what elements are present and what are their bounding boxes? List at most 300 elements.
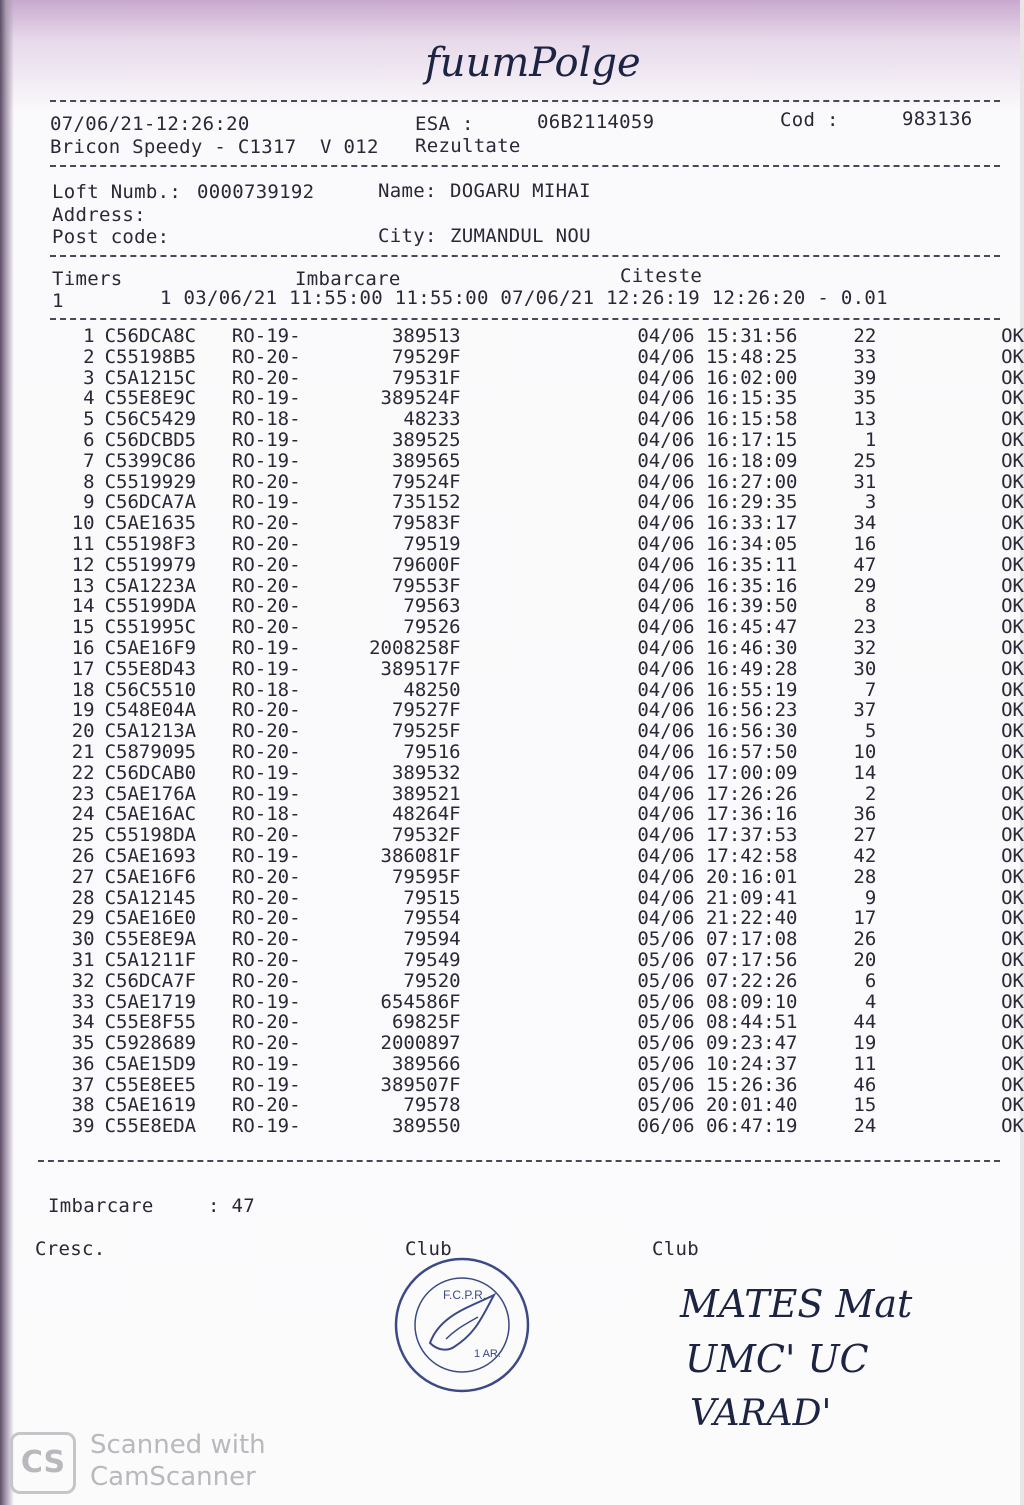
status-text: OK: [1001, 782, 1024, 805]
position-number: 16: [853, 532, 877, 555]
arrival-time: 04/06 16:18:09: [637, 449, 798, 472]
name-label: Name:: [378, 180, 437, 202]
ring-number: 79516: [403, 740, 461, 763]
row-number: 11: [71, 532, 95, 555]
ring-prefix: RO-20-: [231, 553, 301, 576]
table-row: [50, 368, 1024, 389]
spacer-cell: [461, 596, 638, 617]
table-row: [50, 617, 1024, 638]
arrival-time: 04/06 15:48:25: [637, 345, 798, 368]
ring-prefix: RO-19-: [231, 325, 301, 347]
ring-prefix: RO-20-: [231, 740, 301, 763]
ring-code: C55E8E9C: [104, 387, 197, 410]
loft-label: Loft Numb.:: [52, 181, 182, 203]
ring-code: C5AE16F9: [104, 636, 197, 659]
position-number: 31: [853, 470, 877, 493]
table-row: [50, 1116, 1024, 1137]
status-text: OK: [1001, 803, 1024, 826]
table-row: [50, 721, 1024, 742]
arrival-time: 04/06 16:56:23: [637, 699, 798, 722]
ring-number: 389565: [391, 449, 461, 472]
status-text: OK: [1001, 595, 1024, 618]
arrival-time: 04/06 17:00:09: [637, 761, 798, 784]
position-number: 24: [853, 1115, 877, 1138]
spacer-cell: [461, 451, 638, 472]
row-number: 13: [71, 574, 95, 597]
address-label: Address:: [52, 204, 146, 226]
ring-code: C5AE1635: [104, 512, 197, 535]
arrival-time: 04/06 16:15:58: [637, 408, 798, 431]
status-text: OK: [1001, 969, 1024, 992]
table-row: [50, 950, 1024, 971]
table-row: [50, 867, 1024, 888]
status-text: OK: [1001, 657, 1024, 680]
ring-code: C5928689: [104, 1032, 197, 1055]
ring-number: 79524F: [391, 470, 461, 493]
position-number: 32: [853, 636, 877, 659]
row-number: 33: [71, 990, 95, 1013]
position-number: 5: [864, 720, 877, 743]
ring-code: C5AE16E0: [104, 907, 197, 930]
row-number: 6: [83, 428, 95, 451]
ring-number: 389532: [391, 761, 461, 784]
arrival-time: 04/06 16:46:30: [637, 636, 798, 659]
table-row: [50, 825, 1024, 846]
ring-code: C55E8EE5: [104, 1073, 197, 1096]
row-number: 25: [71, 824, 95, 847]
ring-code: C56C5429: [104, 408, 197, 431]
ring-number: 79553F: [391, 574, 461, 597]
spacer-cell: [461, 1033, 638, 1054]
table-row: [50, 638, 1024, 659]
row-number: 29: [71, 907, 95, 930]
status-text: OK: [1001, 1052, 1024, 1075]
spacer-cell: [461, 680, 638, 701]
arrival-time: 04/06 16:39:50: [637, 595, 798, 618]
table-row: [50, 1054, 1024, 1075]
spacer-cell: [461, 1075, 638, 1096]
ring-prefix: RO-20-: [231, 1011, 301, 1034]
ring-code: C5AE15D9: [104, 1052, 197, 1075]
table-row: [50, 742, 1024, 763]
spacer-cell: [461, 659, 638, 680]
status-text: OK: [1001, 616, 1024, 639]
row-number: 14: [71, 595, 95, 618]
ring-code: C5399C86: [104, 449, 197, 472]
position-number: 46: [853, 1073, 877, 1096]
ring-code: C55E8D43: [104, 657, 197, 680]
row-number: 18: [71, 678, 95, 701]
spacer-cell: [461, 1095, 638, 1116]
ring-number: 389513: [391, 325, 461, 347]
handwritten-note-line3: VARAD': [690, 1393, 832, 1434]
spacer-cell: [461, 888, 638, 909]
position-number: 34: [853, 512, 877, 535]
position-number: 13: [853, 408, 877, 431]
ring-number: 735152: [391, 491, 461, 514]
table-row: [50, 659, 1024, 680]
city-label: City:: [378, 225, 437, 247]
divider: [50, 318, 1000, 320]
ring-prefix: RO-19-: [231, 990, 301, 1013]
position-number: 36: [853, 803, 877, 826]
status-text: OK: [1001, 844, 1024, 867]
ring-prefix: RO-19-: [231, 761, 301, 784]
arrival-time: 04/06 17:37:53: [637, 824, 798, 847]
ring-number: 386081F: [380, 844, 461, 867]
row-number: 9: [83, 491, 95, 514]
row-number: 31: [71, 948, 95, 971]
spacer-cell: [461, 472, 638, 493]
row-number: 26: [71, 844, 95, 867]
position-number: 6: [864, 969, 877, 992]
status-text: OK: [1001, 470, 1024, 493]
status-text: OK: [1001, 720, 1024, 743]
ring-prefix: RO-20-: [231, 574, 301, 597]
position-number: 26: [853, 928, 877, 951]
ring-prefix: RO-20-: [231, 532, 301, 555]
ring-number: 2008258F: [369, 636, 461, 659]
table-row: [50, 534, 1024, 555]
position-number: 47: [853, 553, 877, 576]
position-number: 8: [864, 595, 877, 618]
ring-prefix: RO-20-: [231, 886, 301, 909]
ring-code: C56DCA7A: [104, 491, 197, 514]
row-number: 30: [71, 928, 95, 951]
table-row: [50, 700, 1024, 721]
ring-prefix: RO-18-: [231, 678, 301, 701]
position-number: 42: [853, 844, 877, 867]
status-text: OK: [1001, 1011, 1024, 1034]
ring-number: 79532F: [391, 824, 461, 847]
row-number: 36: [71, 1052, 95, 1075]
status-text: OK: [1001, 907, 1024, 930]
ring-code: C5879095: [104, 740, 197, 763]
ring-number: 389525: [391, 428, 461, 451]
ring-number: 79563: [403, 595, 461, 618]
divider: [50, 100, 1000, 102]
status-text: OK: [1001, 865, 1024, 888]
spacer-cell: [461, 513, 638, 534]
table-row: [50, 888, 1024, 909]
table-row: [50, 908, 1024, 929]
table-row: [50, 763, 1024, 784]
ring-prefix: RO-19-: [231, 636, 301, 659]
ring-code: C5AE1693: [104, 844, 197, 867]
row-number: 38: [71, 1094, 95, 1117]
arrival-time: 04/06 16:33:17: [637, 512, 798, 535]
status-text: OK: [1001, 574, 1024, 597]
spacer-cell: [461, 409, 638, 430]
watermark-line1: Scanned with: [90, 1430, 266, 1460]
ring-code: C5519979: [104, 553, 197, 576]
arrival-time: 04/06 16:35:11: [637, 553, 798, 576]
ring-prefix: RO-20-: [231, 512, 301, 535]
ring-number: 79583F: [391, 512, 461, 535]
position-number: 1: [864, 428, 877, 451]
handwritten-note-line2: UMC' UC: [685, 1337, 869, 1381]
club-seal-stamp: [390, 1255, 535, 1395]
status-text: OK: [1001, 699, 1024, 722]
arrival-time: 04/06 16:02:00: [637, 366, 798, 389]
ring-number: 79515: [403, 886, 461, 909]
ring-code: C56C5510: [104, 678, 197, 701]
table-row: [50, 1075, 1024, 1096]
status-text: OK: [1001, 366, 1024, 389]
handwritten-note-line1: MATES Mat: [680, 1282, 913, 1326]
position-number: 10: [853, 740, 877, 763]
status-text: OK: [1001, 449, 1024, 472]
ring-code: C55198B5: [104, 345, 197, 368]
status-text: OK: [1001, 532, 1024, 555]
status-text: OK: [1001, 824, 1024, 847]
row-number: 5: [83, 408, 95, 431]
ring-prefix: RO-20-: [231, 720, 301, 743]
divider: [50, 165, 1000, 167]
cresc-label: Cresc.: [35, 1238, 106, 1260]
timers-label: Timers: [52, 268, 123, 290]
spacer-cell: [461, 388, 638, 409]
postcode-label: Post code:: [52, 226, 170, 248]
spacer-cell: [461, 742, 638, 763]
spacer-cell: [461, 1012, 638, 1033]
arrival-time: 05/06 07:17:56: [637, 948, 798, 971]
table-row: [50, 451, 1024, 472]
ring-number: 389566: [391, 1052, 461, 1075]
ring-prefix: RO-20-: [231, 824, 301, 847]
ring-code: C5A1215C: [104, 366, 197, 389]
row-number: 35: [71, 1032, 95, 1055]
row-number: 27: [71, 865, 95, 888]
row-number: 37: [71, 1073, 95, 1096]
spacer-cell: [461, 825, 638, 846]
citeste-label: Citeste: [620, 265, 703, 287]
club-label-1: Club: [405, 1238, 452, 1260]
table-row: [50, 971, 1024, 992]
arrival-time: 05/06 08:09:10: [637, 990, 798, 1013]
spacer-cell: [461, 368, 638, 389]
row-number: 17: [71, 657, 95, 680]
table-row: [50, 784, 1024, 805]
spacer-cell: [461, 430, 638, 451]
imbarcare-footer-label: Imbarcare: [48, 1195, 154, 1217]
ring-number: 79525F: [391, 720, 461, 743]
ring-code: C5A1223A: [104, 574, 197, 597]
table-row: [50, 576, 1024, 597]
position-number: 30: [853, 657, 877, 680]
arrival-time: 04/06 21:22:40: [637, 907, 798, 930]
cod-label: Cod :: [780, 109, 839, 131]
arrival-time: 04/06 17:26:26: [637, 782, 798, 805]
row-number: 15: [71, 616, 95, 639]
status-text: OK: [1001, 1115, 1024, 1138]
ring-prefix: RO-19-: [231, 1052, 301, 1075]
ring-number: 69825F: [391, 1011, 461, 1034]
arrival-time: 05/06 09:23:47: [637, 1032, 798, 1055]
row-number: 8: [83, 470, 95, 493]
ring-code: C56DCBD5: [104, 428, 197, 451]
ring-code: C5AE176A: [104, 782, 197, 805]
timer-line: 1 03/06/21 11:55:00 11:55:00 07/06/21 12:26:19 12:26:20 - 0.01: [160, 287, 888, 309]
ring-prefix: RO-20-: [231, 865, 301, 888]
ring-prefix: RO-19-: [231, 1115, 301, 1138]
status-text: OK: [1001, 325, 1024, 347]
spacer-cell: [461, 617, 638, 638]
stamp-side-text: 1 AR.: [474, 1348, 501, 1360]
spacer-cell: [461, 492, 638, 513]
ring-prefix: RO-19-: [231, 428, 301, 451]
row-number: 28: [71, 886, 95, 909]
row-number: 4: [83, 387, 95, 410]
status-text: OK: [1001, 761, 1024, 784]
arrival-time: 04/06 16:45:47: [637, 616, 798, 639]
ring-code: C56DCAB0: [104, 761, 197, 784]
arrival-time: 05/06 10:24:37: [637, 1052, 798, 1075]
position-number: 17: [853, 907, 877, 930]
status-text: OK: [1001, 678, 1024, 701]
status-text: OK: [1001, 636, 1024, 659]
arrival-time: 04/06 21:09:41: [637, 886, 798, 909]
spacer-cell: [461, 721, 638, 742]
spacer-cell: [461, 638, 638, 659]
ring-prefix: RO-20-: [231, 699, 301, 722]
ring-number: 389521: [391, 782, 461, 805]
row-number: 10: [71, 512, 95, 535]
table-row: [50, 388, 1024, 409]
position-number: 3: [864, 491, 877, 514]
ring-number: 48264F: [391, 803, 461, 826]
document-type: Rezultate: [415, 135, 521, 157]
row-number: 1: [83, 325, 95, 347]
ring-number: 79526: [403, 616, 461, 639]
status-text: OK: [1001, 1094, 1024, 1117]
ring-code: C5AE1619: [104, 1094, 197, 1117]
ring-code: C5A1211F: [104, 948, 197, 971]
ring-code: C5519929: [104, 470, 197, 493]
table-row: [50, 1095, 1024, 1116]
ring-number: 654586F: [380, 990, 461, 1013]
status-text: OK: [1001, 408, 1024, 431]
name-value: DOGARU MIHAI: [450, 180, 591, 202]
print-datetime: 07/06/21-12:26:20: [50, 113, 250, 135]
ring-code: C55E8F55: [104, 1011, 197, 1034]
table-row: [50, 492, 1024, 513]
ring-number: 79554: [403, 907, 461, 930]
arrival-time: 04/06 16:55:19: [637, 678, 798, 701]
arrival-time: 05/06 08:44:51: [637, 1011, 798, 1034]
ring-code: C5AE1719: [104, 990, 197, 1013]
row-number: 12: [71, 553, 95, 576]
ring-number: 79594: [403, 928, 461, 951]
spacer-cell: [461, 867, 638, 888]
status-text: OK: [1001, 1073, 1024, 1096]
status-text: OK: [1001, 948, 1024, 971]
spacer-cell: [461, 555, 638, 576]
divider: [50, 255, 1000, 257]
position-number: 25: [853, 449, 877, 472]
ring-prefix: RO-20-: [231, 928, 301, 951]
row-number: 19: [71, 699, 95, 722]
row-number: 20: [71, 720, 95, 743]
ring-prefix: RO-19-: [231, 491, 301, 514]
spacer-cell: [461, 534, 638, 555]
position-number: 39: [853, 366, 877, 389]
ring-number: 389524F: [380, 387, 461, 410]
ring-prefix: RO-19-: [231, 1073, 301, 1096]
ring-number: 79527F: [391, 699, 461, 722]
ring-prefix: RO-20-: [231, 1094, 301, 1117]
row-number: 2: [83, 345, 95, 368]
ring-code: C55198F3: [104, 532, 197, 555]
arrival-time: 04/06 16:34:05: [637, 532, 798, 555]
ring-number: 2000897: [380, 1032, 461, 1055]
ring-number: 79578: [403, 1094, 461, 1117]
arrival-time: 06/06 06:47:19: [637, 1115, 798, 1138]
position-number: 37: [853, 699, 877, 722]
position-number: 14: [853, 761, 877, 784]
spacer-cell: [461, 1054, 638, 1075]
position-number: 35: [853, 387, 877, 410]
status-text: OK: [1001, 990, 1024, 1013]
arrival-time: 04/06 16:56:30: [637, 720, 798, 743]
ring-number: 79549: [403, 948, 461, 971]
ring-code: C5A1213A: [104, 720, 197, 743]
ring-prefix: RO-20-: [231, 969, 301, 992]
ring-prefix: RO-20-: [231, 616, 301, 639]
arrival-time: 04/06 16:17:15: [637, 428, 798, 451]
status-text: OK: [1001, 491, 1024, 514]
ring-prefix: RO-19-: [231, 844, 301, 867]
status-text: OK: [1001, 428, 1024, 451]
position-number: 11: [853, 1052, 877, 1075]
ring-prefix: RO-20-: [231, 1032, 301, 1055]
ring-number: 389517F: [380, 657, 461, 680]
spacer-cell: [461, 950, 638, 971]
row-number: 22: [71, 761, 95, 784]
position-number: 7: [864, 678, 877, 701]
ring-number: 79595F: [391, 865, 461, 888]
status-text: OK: [1001, 886, 1024, 909]
spacer-cell: [461, 804, 638, 825]
position-number: 22: [853, 325, 877, 347]
ring-number: 79520: [403, 969, 461, 992]
position-number: 15: [853, 1094, 877, 1117]
arrival-time: 04/06 15:31:56: [637, 325, 798, 347]
table-row: [50, 472, 1024, 493]
arrival-time: 04/06 17:42:58: [637, 844, 798, 867]
paper-edge-shadow: [0, 0, 14, 1505]
position-number: 2: [864, 782, 877, 805]
ring-prefix: RO-20-: [231, 345, 301, 368]
ring-code: C5A12145: [104, 886, 197, 909]
spacer-cell: [461, 576, 638, 597]
table-row: [50, 596, 1024, 617]
table-row: [50, 513, 1024, 534]
results-table: [50, 326, 1024, 1137]
table-row: [50, 1033, 1024, 1054]
row-number: 39: [71, 1115, 95, 1138]
row-number: 21: [71, 740, 95, 763]
ring-code: C55199DA: [104, 595, 197, 618]
table-row: [50, 992, 1024, 1013]
row-number: 3: [83, 366, 95, 389]
city-value: ZUMANDUL NOU: [450, 225, 591, 247]
row-number: 32: [71, 969, 95, 992]
status-text: OK: [1001, 345, 1024, 368]
ring-number: 48250: [403, 678, 461, 701]
ring-number: 389550: [391, 1115, 461, 1138]
position-number: 4: [864, 990, 877, 1013]
